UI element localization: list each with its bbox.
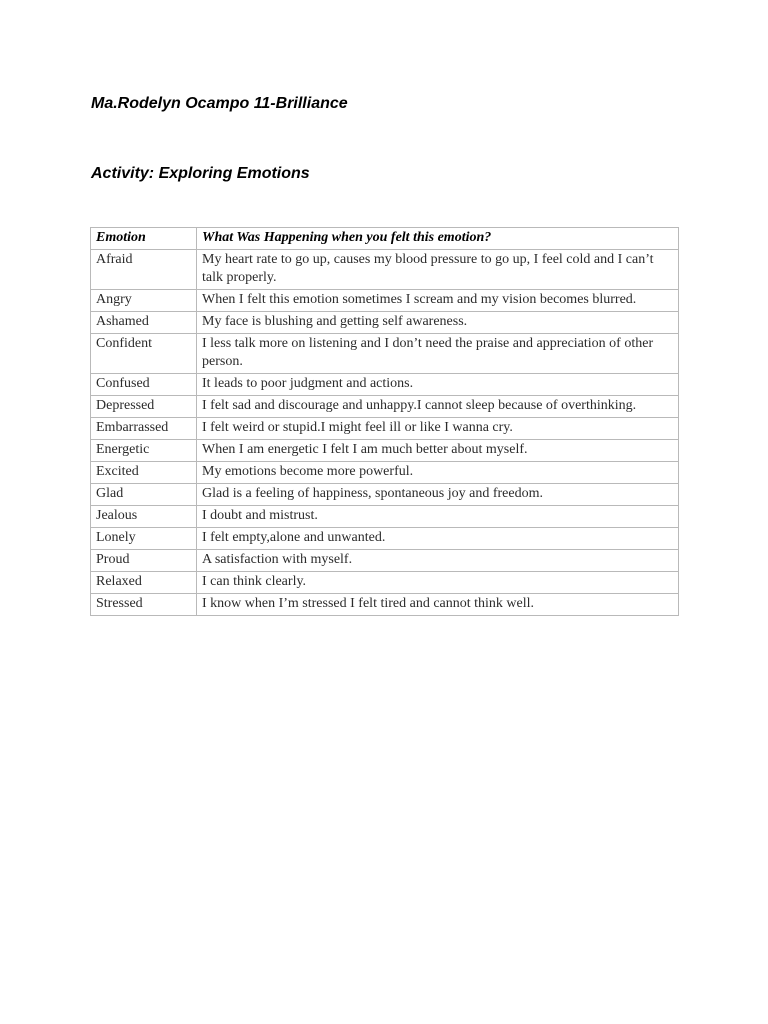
header-emotion: Emotion	[91, 228, 197, 250]
description-cell: My face is blushing and getting self awareness.	[197, 312, 679, 334]
emotion-cell: Glad	[91, 484, 197, 506]
description-cell: My emotions become more powerful.	[197, 462, 679, 484]
emotion-cell: Energetic	[91, 440, 197, 462]
emotion-cell: Relaxed	[91, 572, 197, 594]
emotion-cell: Depressed	[91, 396, 197, 418]
description-cell: I doubt and mistrust.	[197, 506, 679, 528]
description-cell: I know when I’m stressed I felt tired and cannot think well.	[197, 594, 679, 616]
emotions-table	[90, 227, 679, 616]
activity-title: Activity: Exploring Emotions	[91, 165, 310, 182]
table-row	[91, 396, 679, 418]
student-name-heading: Ma.Rodelyn Ocampo 11-Brilliance	[91, 95, 348, 112]
table-row	[91, 312, 679, 334]
table-row	[91, 374, 679, 396]
table-row	[91, 550, 679, 572]
table-row	[91, 462, 679, 484]
table-row	[91, 506, 679, 528]
emotion-cell: Embarrassed	[91, 418, 197, 440]
description-cell: My heart rate to go up, causes my blood pressure to go up, I feel cold and I can’t talk properly.	[197, 250, 679, 290]
emotion-cell: Confident	[91, 334, 197, 374]
table-row	[91, 334, 679, 374]
description-cell: Glad is a feeling of happiness, spontaneous joy and freedom.	[197, 484, 679, 506]
description-cell: When I am energetic I felt I am much better about myself.	[197, 440, 679, 462]
description-cell: I felt weird or stupid.I might feel ill or like I wanna cry.	[197, 418, 679, 440]
emotion-cell: Proud	[91, 550, 197, 572]
table-row	[91, 484, 679, 506]
table-row	[91, 440, 679, 462]
table-row	[91, 594, 679, 616]
emotion-cell: Excited	[91, 462, 197, 484]
emotion-cell: Angry	[91, 290, 197, 312]
table-header-row	[91, 228, 679, 250]
table-row	[91, 250, 679, 290]
emotion-cell: Stressed	[91, 594, 197, 616]
emotion-cell: Afraid	[91, 250, 197, 290]
description-cell: I less talk more on listening and I don’t need the praise and appreciation of other person.	[197, 334, 679, 374]
description-cell: When I felt this emotion sometimes I scream and my vision becomes blurred.	[197, 290, 679, 312]
table-row	[91, 528, 679, 550]
description-cell: I felt sad and discourage and unhappy.I cannot sleep because of overthinking.	[197, 396, 679, 418]
emotion-cell: Confused	[91, 374, 197, 396]
emotion-cell: Ashamed	[91, 312, 197, 334]
table-row	[91, 418, 679, 440]
description-cell: It leads to poor judgment and actions.	[197, 374, 679, 396]
table-row	[91, 290, 679, 312]
header-description: What Was Happening when you felt this emotion?	[197, 228, 679, 250]
emotion-cell: Lonely	[91, 528, 197, 550]
emotion-cell: Jealous	[91, 506, 197, 528]
description-cell: A satisfaction with myself.	[197, 550, 679, 572]
description-cell: I felt empty,alone and unwanted.	[197, 528, 679, 550]
table-row	[91, 572, 679, 594]
description-cell: I can think clearly.	[197, 572, 679, 594]
